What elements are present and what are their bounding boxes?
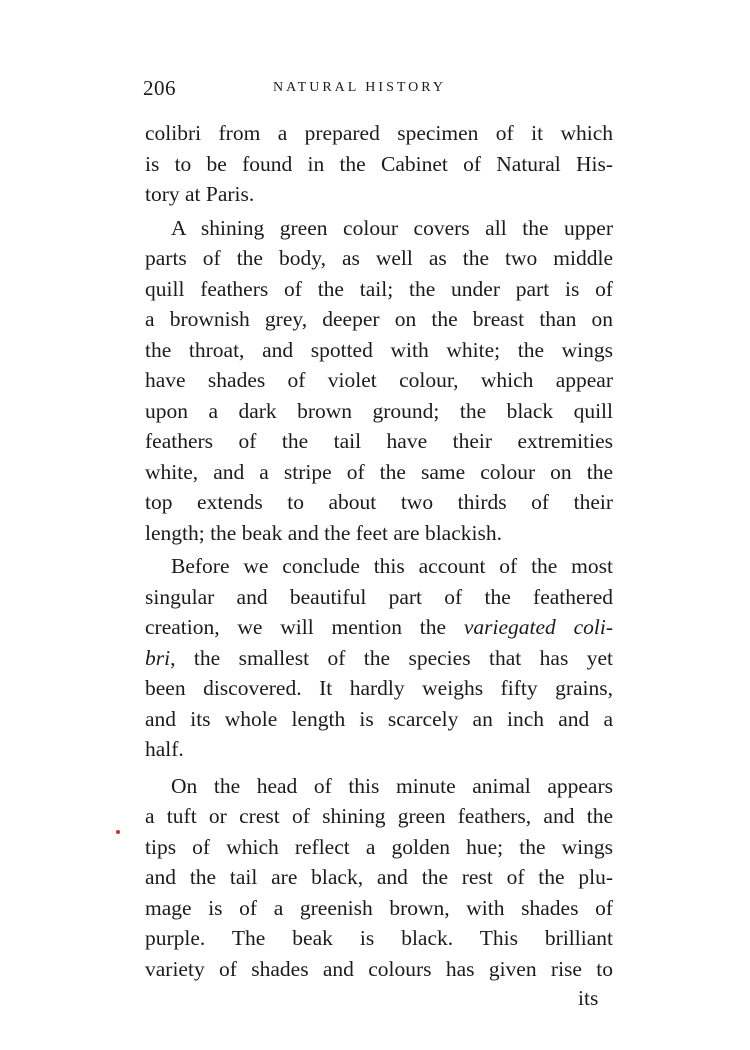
text-line: top extends to about two thirds of their [145,490,613,514]
catch-word: its [578,986,599,1010]
text-line: half. [145,737,184,761]
text-line: have shades of violet colour, which appear [145,368,613,392]
paragraph [145,771,613,985]
text-line: tory at Paris. [145,182,255,206]
page-header [143,76,613,104]
text-line: creation, we will mention the variegated coli- [145,615,613,639]
text-line: upon a dark brown ground; the black quill [145,398,613,423]
running-head: NATURAL HISTORY [273,80,446,95]
text-line: colibri from a prepared specimen of it which [145,121,613,145]
paragraph [145,213,613,549]
page-number: 206 [143,76,176,100]
text-line: Before we conclude this account of the most [171,554,613,578]
text-line: and the tail are black, and the rest of the plu- [145,865,613,889]
text-line: a brownish grey, deeper on the breast than on [145,307,613,331]
body-text [145,118,613,984]
text-line: the throat, and spotted with white; the wings [145,337,613,362]
text-line: tips of which reflect a golden hue; the wings [145,834,613,859]
text-line: mage is of a greenish brown, with shades of [145,895,613,920]
text-line: parts of the body, as well as the two middle [145,246,613,270]
text-line: On the head of this minute animal appears [171,773,613,798]
text-line: singular and beautiful part of the feathered [145,584,613,609]
text-line: been discovered. It hardly weighs fifty grains, [145,676,613,700]
text-line: white, and a stripe of the same colour on the [145,459,613,484]
text-line: variety of shades and colours has given rise to [145,956,613,981]
text-line: bri, the smallest of the species that has yet [145,645,613,670]
text-line: A shining green colour covers all the upper [171,215,613,240]
text-line: is to be found in the Cabinet of Natural His- [145,151,613,176]
paragraph [145,118,613,210]
text-line: feathers of the tail have their extremities [145,429,613,453]
text-line: a tuft or crest of shining green feathers, and the [145,804,613,828]
text-line: and its whole length is scarcely an inch and a [145,706,613,731]
ink-speck [116,830,120,834]
text-line: length; the beak and the feet are blackish. [145,520,502,545]
text-line: quill feathers of the tail; the under part is of [145,276,613,301]
text-line: purple. The beak is black. This brilliant [145,926,613,950]
paragraph [145,551,613,765]
